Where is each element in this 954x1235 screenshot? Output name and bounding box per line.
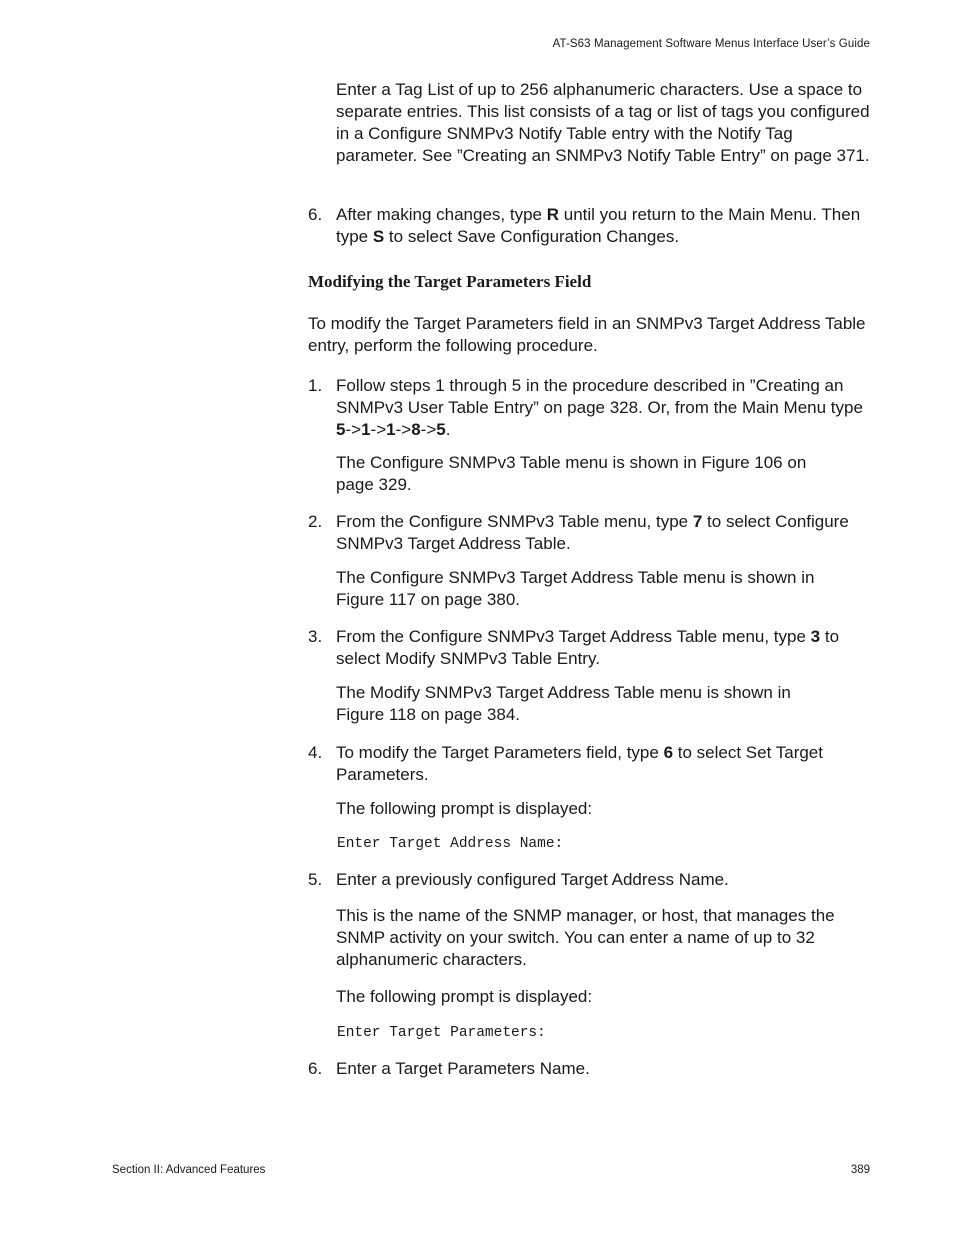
prompt-code: Enter Target Address Name: xyxy=(337,836,564,852)
step-text: Enter a previously configured Target Address Name. xyxy=(336,870,729,889)
running-header: AT-S63 Management Software Menus Interface User’s Guide xyxy=(552,38,870,50)
step-number: 6. xyxy=(308,1059,323,1078)
step-number: 2. xyxy=(308,512,323,531)
intro-paragraph: Enter a Tag List of up to 256 alphanumeric characters. Use a space to separate entries. This list consists of a tag or list of tags you configured in a Configure SNMPv3 Notify Table entry with the Notify Tag parameter. See ”Creating an SNMPv3 Notify Table Entry” on page 371. xyxy=(336,80,870,165)
step-text: Enter a Target Parameters Name. xyxy=(336,1059,590,1078)
step-number: 1. xyxy=(308,376,323,395)
step-text: From the Configure SNMPv3 Table menu, type 7 to select Configure SNMPv3 Target Address Table. xyxy=(336,512,849,553)
step-text: From the Configure SNMPv3 Target Address Table menu, type 3 to select Modify SNMPv3 Table Entry. xyxy=(336,627,840,668)
step-text: To modify the Target Parameters field, type 6 to select Set Target Parameters. xyxy=(336,743,823,784)
step-number: 5. xyxy=(308,870,323,889)
step-note: The Configure SNMPv3 Target Address Table menu is shown in Figure 117 on page 380. xyxy=(336,568,815,609)
prompt-code: Enter Target Parameters: xyxy=(337,1025,546,1041)
step-note: The Configure SNMPv3 Table menu is shown in Figure 106 on page 329. xyxy=(336,453,807,494)
page-number: 389 xyxy=(850,1164,870,1176)
step-number: 4. xyxy=(308,743,323,762)
step-number: 3. xyxy=(308,627,323,646)
step-note: The following prompt is displayed: xyxy=(336,799,593,818)
step-text: After making changes, type R until you return to the Main Menu. Then type S to select Save Configuration Changes. xyxy=(336,205,861,246)
footer-section: Section II: Advanced Features xyxy=(112,1164,266,1176)
section-intro: To modify the Target Parameters field in an SNMPv3 Target Address Table entry, perform the following procedure. xyxy=(308,314,866,355)
step-number: 6. xyxy=(308,205,323,224)
step-note: The following prompt is displayed: xyxy=(336,987,593,1006)
step-note: The Modify SNMPv3 Target Address Table menu is shown in Figure 118 on page 384. xyxy=(336,683,791,724)
step-note: This is the name of the SNMP manager, or host, that manages the SNMP activity on your switch. You can enter a name of up to 32 alphanumeric characters. xyxy=(336,906,835,969)
section-heading: Modifying the Target Parameters Field xyxy=(308,272,592,291)
step-text: Follow steps 1 through 5 in the procedure described in ”Creating an SNMPv3 User Table Entry” on page 328. Or, from the Main Menu type 5->1->1->8->5. xyxy=(336,376,863,439)
